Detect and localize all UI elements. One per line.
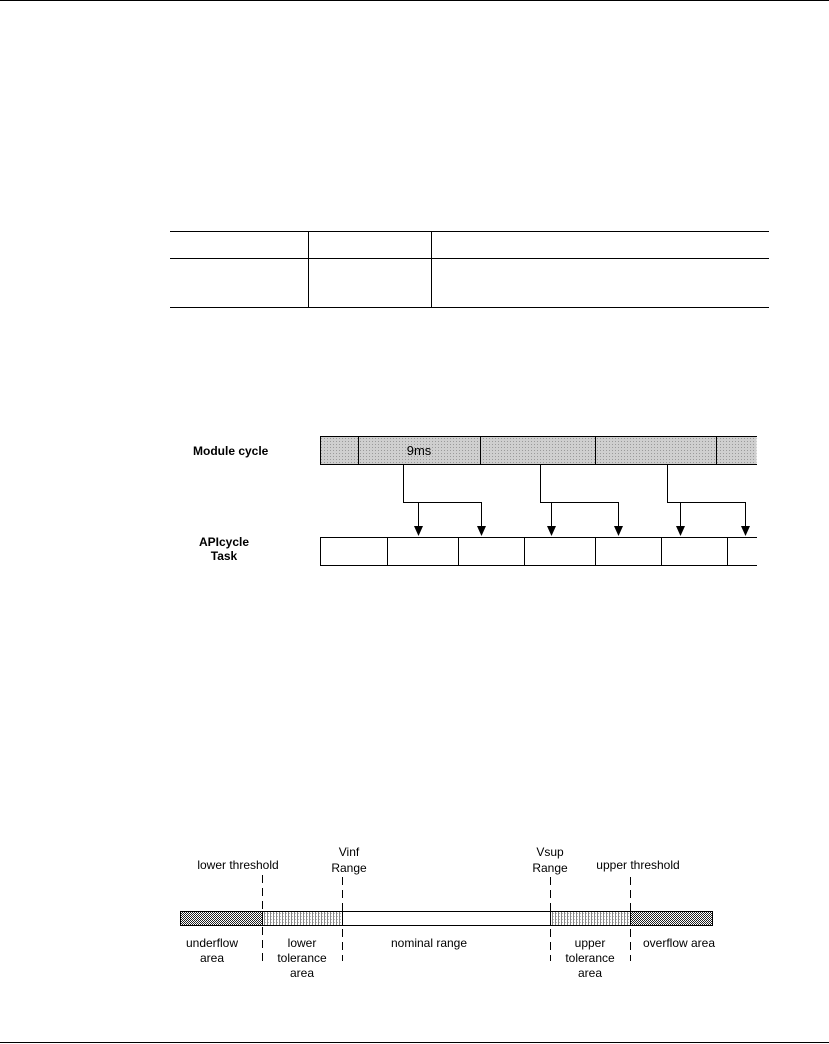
vinf-label: Vinf xyxy=(338,845,360,859)
api-label-line2: Task xyxy=(210,549,238,563)
api-label-line1: APIcycle xyxy=(198,535,250,549)
upper-threshold-label: upper threshold xyxy=(596,858,680,872)
trigger-arrows-3 xyxy=(668,465,751,536)
underflow-label-2: area xyxy=(199,951,225,965)
lower-threshold-label: lower threshold xyxy=(197,858,279,872)
nominal-range-label: nominal range xyxy=(390,936,468,950)
lower-tolerance-label-1: lower xyxy=(287,936,317,950)
lower-tolerance-label-2: tolerance xyxy=(277,951,327,965)
vsup-range-label: Range xyxy=(532,861,568,875)
underflow-label-1: underflow xyxy=(185,936,239,950)
upper-tolerance-label-3: area xyxy=(577,966,603,980)
module-cycle-label: Module cycle xyxy=(193,444,269,458)
trigger-arrows-2 xyxy=(541,465,624,536)
api-task-bar xyxy=(320,537,757,566)
cycle-time-label: 9ms xyxy=(406,443,432,458)
lower-tolerance-label-3: area xyxy=(289,966,315,980)
bottom-rule xyxy=(0,1042,829,1043)
vsup-label: Vsup xyxy=(536,845,564,859)
trigger-arrows-1 xyxy=(404,465,487,536)
vinf-range-label: Range xyxy=(331,861,367,875)
upper-tolerance-label-1: upper xyxy=(574,936,606,950)
overflow-label: overflow area xyxy=(642,936,716,950)
module-cycle-bar xyxy=(320,436,757,465)
upper-tolerance-label-2: tolerance xyxy=(565,951,615,965)
range-bar xyxy=(181,912,713,926)
